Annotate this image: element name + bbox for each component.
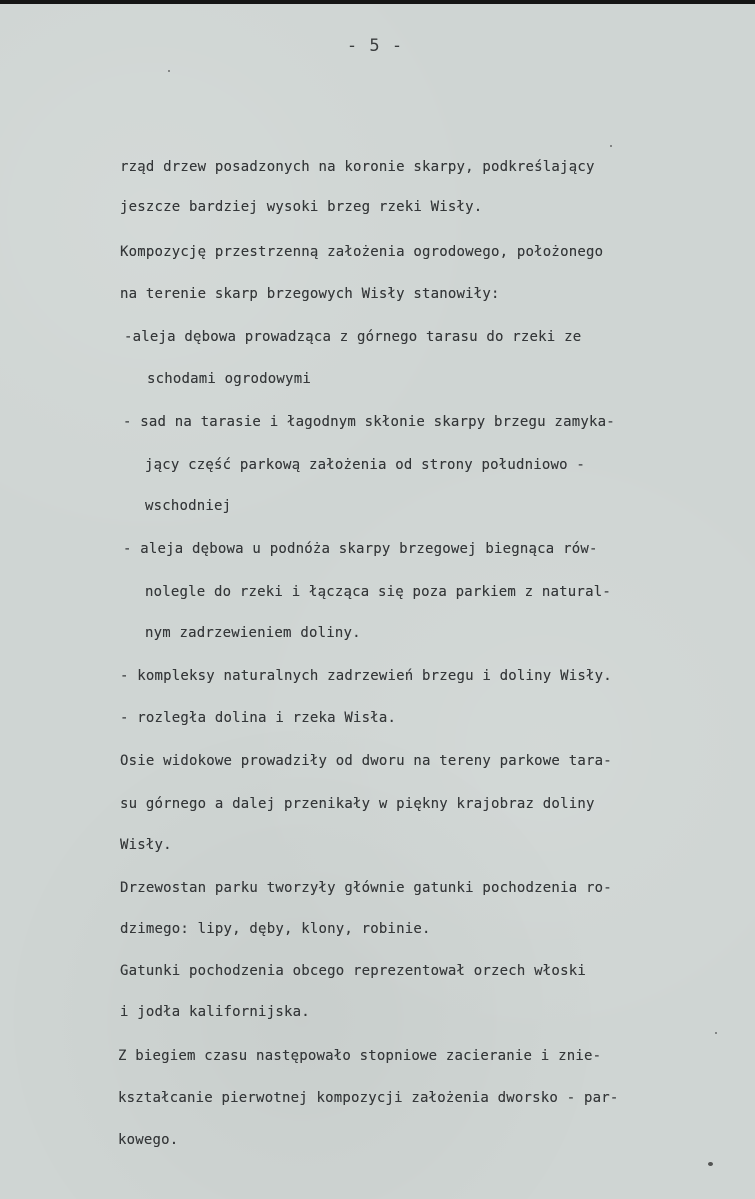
document-line: schodami ogrodowymi [147,371,311,387]
document-line: Osie widokowe prowadziły od dworu na tereny parkowe tara- [120,753,612,769]
document-line: Wisły. [120,837,172,853]
document-line: Z biegiem czasu następowało stopniowe zacieranie i znie- [118,1048,602,1064]
document-line: kształcanie pierwotnej kompozycji założenia dworsko - par- [118,1090,619,1106]
document-line: i jodła kalifornijska. [120,1004,310,1020]
document-line: su górnego a dalej przenikały w piękny krajobraz doliny [120,796,595,812]
document-line: - kompleksy naturalnych zadrzewień brzegu i doliny Wisły. [120,668,612,684]
document-line: Drzewostan parku tworzyły głównie gatunki pochodzenia ro- [120,880,612,896]
document-line: - sad na tarasie i łagodnym skłonie skarpy brzegu zamyka- [123,414,615,430]
paper-speck [168,70,170,72]
page-number: - 5 - [346,36,404,56]
top-page-edge [0,0,755,4]
paper-speck [708,1162,713,1166]
paper-speck [610,145,612,147]
document-line: dzimego: lipy, dęby, klony, robinie. [120,921,431,937]
document-line: Gatunki pochodzenia obcego reprezentował orzech włoski [120,963,586,979]
document-line: - rozległa dolina i rzeka Wisła. [120,710,397,726]
document-line: - aleja dębowa u podnóża skarpy brzegowej biegnąca rów- [123,541,598,557]
document-line: na terenie skarp brzegowych Wisły stanowiły: [120,286,500,302]
paper-speck [715,1032,717,1034]
document-line: Kompozycję przestrzenną założenia ogrodowego, położonego [120,244,604,260]
document-line: nolegle do rzeki i łącząca się poza parkiem z natural- [145,584,611,600]
document-line: nym zadrzewieniem doliny. [145,625,361,641]
document-line: jeszcze bardziej wysoki brzeg rzeki Wisły. [120,199,483,215]
document-line: kowego. [118,1132,179,1148]
document-line: jący część parkową założenia od strony południowo - [145,457,586,473]
document-line: -aleja dębowa prowadząca z górnego tarasu do rzeki ze [124,329,582,345]
document-line: rząd drzew posadzonych na koronie skarpy, podkreślający [120,159,595,175]
document-line: wschodniej [145,498,232,514]
